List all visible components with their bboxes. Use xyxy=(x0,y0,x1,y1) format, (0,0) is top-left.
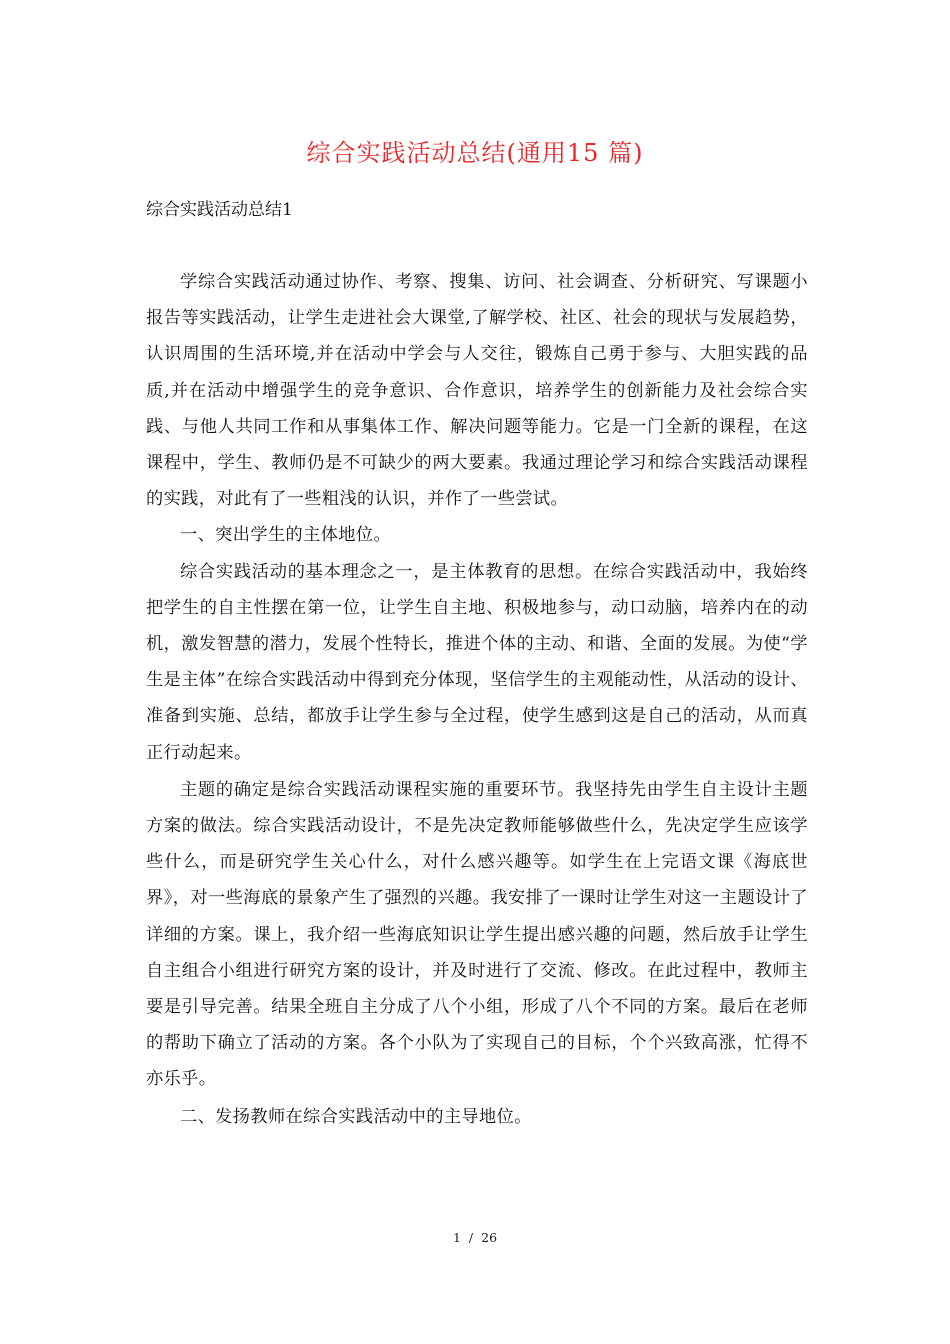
total-page-count: 26 xyxy=(481,1230,498,1245)
paragraph-heading-one: 一、突出学生的主体地位。 xyxy=(180,525,392,546)
page-separator: / xyxy=(468,1230,474,1245)
section-heading: 综合实践活动总结1 xyxy=(146,200,293,220)
page-number xyxy=(0,1229,950,1247)
paragraph-heading-two: 二、发扬教师在综合实践活动中的主导地位。 xyxy=(180,1106,532,1127)
paragraph-intro: 学综合实践活动通过协作、考察、搜集、访问、社会调查、分析研究、写课题小报告等实践活动，让学生走进社会大课堂,了解学校、社区、社会的现状与发展趋势，认识周围的生活环境,并在活动中学会与人交往，锻炼自己勇于参与、大胆实践的品质,并在活动中增强学生的竞争意识、合作意识，培养学生的创新能力及社会综合实践、与他人共同工作和从事集体工作、解决问题等能力。它是一门全新的课程，在这课程中，学生、教师仍是不可缺少的两大要素。我通过理论学习和综合实践活动课程的实践，对此有了一些粗浅的认识，并作了一些尝试。 xyxy=(146,272,808,510)
current-page-number: 1 xyxy=(452,1230,461,1245)
paragraph-student-subject: 综合实践活动的基本理念之一，是主体教育的思想。在综合实践活动中，我始终把学生的自主性摆在第一位，让学生自主地、积极地参与，动口动脑，培养内在的动机，激发智慧的潜力，发展个性特长，推进个体的主动、和谐、全面的发展。为使“学生是主体”在综合实践活动中得到充分体现，坚信学生的主观能动性，从活动的设计、准备到实施、总结，都放手让学生参与全过程，使学生感到这是自己的活动，从而真正行动起来。 xyxy=(146,561,808,763)
paragraph-topic-selection: 主题的确定是综合实践活动课程实施的重要环节。我坚持先由学生自主设计主题方案的做法。综合实践活动设计，不是先决定教师能够做些什么，先决定学生应该学些什么，而是研究学生关心什么，对什么感兴趣等。如学生在上完语文课《海底世界》，对一些海底的景象产生了强烈的兴趣。我安排了一课时让学生对这一主题设计了详细的方案。课上，我介绍一些海底知识让学生提出感兴趣的问题，然后放手让学生自主组合小组进行研究方案的设计，并及时进行了交流、修改。在此过程中，教师主要是引导完善。结果全班自主分成了八个小组，形成了八个不同的方案。最后在老师的帮助下确立了活动的方案。各个小队为了实现自己的目标，个个兴致高涨，忙得不亦乐乎。 xyxy=(146,779,808,1090)
document-title: 综合实践活动总结(通用15 篇) xyxy=(306,139,644,167)
document-body xyxy=(146,264,808,1135)
